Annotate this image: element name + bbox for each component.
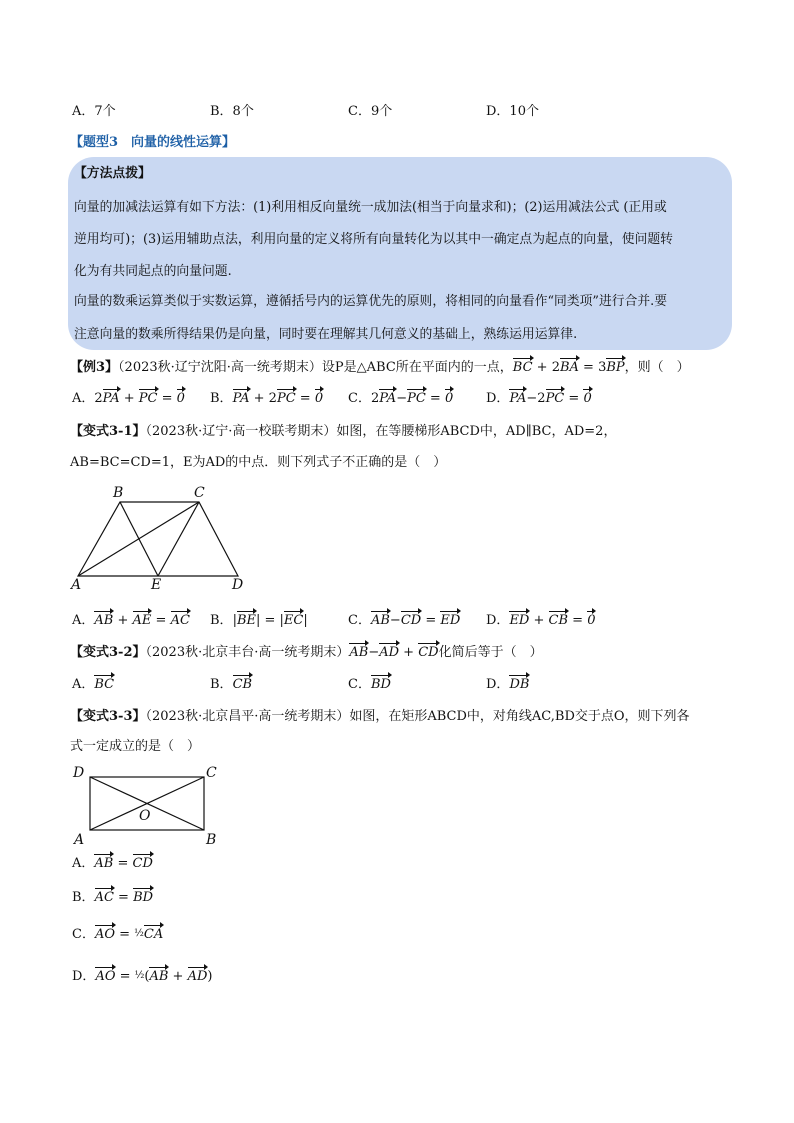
variant-3-2-option-c: C．BD bbox=[348, 674, 391, 694]
trapezoid-figure bbox=[66, 480, 256, 592]
option-d: D．10个 bbox=[486, 104, 539, 119]
variant-3-1-source: （2023秋·辽宁·高一校联考期末） bbox=[145, 424, 337, 439]
example-3-option-b: B．PA + 2PC = 0 bbox=[210, 388, 323, 408]
variant-3-1-option-b: B．|BE| = |EC| bbox=[210, 610, 308, 630]
variant-3-2-expression: AB−AD + CD bbox=[349, 645, 438, 660]
method-line-3: 化为有共同起点的向量问题. bbox=[74, 264, 232, 279]
point-label-o: O bbox=[139, 808, 151, 824]
variant-3-2-option-d: D．DB bbox=[486, 674, 529, 694]
method-heading: 【方法点拨】 bbox=[74, 166, 151, 181]
variant-3-3-option-b: B．AC = BD bbox=[72, 887, 153, 907]
variant-3-2-tag: 【变式3-2】 bbox=[70, 645, 146, 660]
point-label-d: D bbox=[73, 765, 85, 781]
variant-3-3-option-d: D．AO = ½(AB + AD) bbox=[72, 966, 212, 986]
option-a: A．7个 bbox=[72, 104, 116, 119]
point-label-a: A bbox=[71, 577, 82, 592]
variant-3-2-option-a: A．BC bbox=[72, 674, 114, 694]
section-title: 【题型3 向量的线性运算】 bbox=[70, 135, 236, 150]
method-line-5: 注意向量的数乘所得结果仍是向量，同时要在理解其几何意义的基础上，熟练运用运算律. bbox=[74, 327, 578, 342]
example-3-stem-post: ，则（ ） bbox=[624, 360, 690, 375]
segment-be bbox=[120, 502, 158, 576]
variant-3-3-source: （2023秋·北京昌平·高一统考期末） bbox=[145, 709, 350, 724]
example-3-option-d: D．PA−2PC = 0 bbox=[486, 388, 592, 408]
method-line-1: 向量的加减法运算有如下方法：(1)利用相反向量统一成加法(相当于向量求和)；(2)运用减法公式 (正用或 bbox=[74, 200, 667, 215]
variant-3-2-option-b: B．CB bbox=[210, 674, 252, 694]
variant-3-2-stem: 【变式3-2】（2023秋·北京丰台·高一统考期末）AB−AD + CD化简后等于（ ） bbox=[70, 642, 543, 662]
variant-3-2-source: （2023秋·北京丰台·高一统考期末） bbox=[145, 645, 350, 660]
variant-3-3-stem-line-2: 式一定成立的是（ ） bbox=[70, 739, 201, 754]
method-box bbox=[68, 157, 732, 350]
variant-3-1-option-c: C．AB−CD = ED bbox=[348, 610, 460, 630]
variant-3-3-option-c: C．AO = ½CA bbox=[72, 924, 163, 944]
example-3-stem bbox=[70, 357, 690, 377]
point-label-b: B bbox=[206, 832, 217, 848]
example-3-source: （2023秋·辽宁沈阳·高一统考期末） bbox=[118, 360, 322, 375]
example-3-option-c: C．2PA−PC = 0 bbox=[348, 388, 453, 408]
point-label-b: B bbox=[113, 485, 124, 501]
trapezoid-outline bbox=[78, 502, 238, 576]
point-label-c: C bbox=[194, 485, 205, 501]
variant-3-3-option-a: A．AB = CD bbox=[72, 853, 153, 873]
method-line-2: 逆用均可)；(3)运用辅助点法，利用向量的定义将所有向量转化为以其中一确定点为起点的向量，使问题转 bbox=[74, 232, 673, 247]
variant-3-1-option-d: D．ED + CB = 0 bbox=[486, 610, 595, 630]
variant-3-3-tag: 【变式3-3】 bbox=[70, 709, 146, 724]
method-line-4: 向量的数乘运算类似于实数运算，遵循括号内的运算优先的原则，将相同的向量看作“同类项”进行合并.要 bbox=[74, 294, 668, 309]
variant-3-1-option-a: A．AB + AE = AC bbox=[72, 610, 190, 630]
segment-ce bbox=[158, 502, 199, 576]
variant-3-1-stem-line-1: 【变式3-1】（2023秋·辽宁·高一校联考期末）如图，在等腰梯形ABCD中，AD∥BC，AD=2， bbox=[70, 424, 617, 439]
variant-3-1-stem-line-2: AB=BC=CD=1，E为AD的中点．则下列式子不正确的是（ ） bbox=[70, 455, 447, 470]
variant-3-1-tag: 【变式3-1】 bbox=[70, 424, 146, 439]
point-label-e: E bbox=[151, 577, 162, 592]
option-c: C．9个 bbox=[348, 104, 393, 119]
example-3-stem-pre: 设P是△ABC所在平面内的一点， bbox=[321, 360, 513, 375]
example-3-tag: 【例3】 bbox=[70, 360, 119, 375]
example-3-equation: BC + 2BA = 3BP bbox=[513, 360, 625, 375]
example-3-option-a: A．2PA + PC = 0 bbox=[72, 388, 185, 408]
point-label-c: C bbox=[206, 765, 217, 781]
variant-3-3-stem-line-1: 【变式3-3】（2023秋·北京昌平·高一统考期末）如图，在矩形ABCD中，对角线AC,BD交于点O，则下列各 bbox=[70, 709, 690, 724]
option-b: B．8个 bbox=[210, 104, 254, 119]
point-label-a: A bbox=[74, 832, 85, 848]
rectangle-figure bbox=[70, 760, 230, 850]
point-label-d: D bbox=[232, 577, 244, 592]
